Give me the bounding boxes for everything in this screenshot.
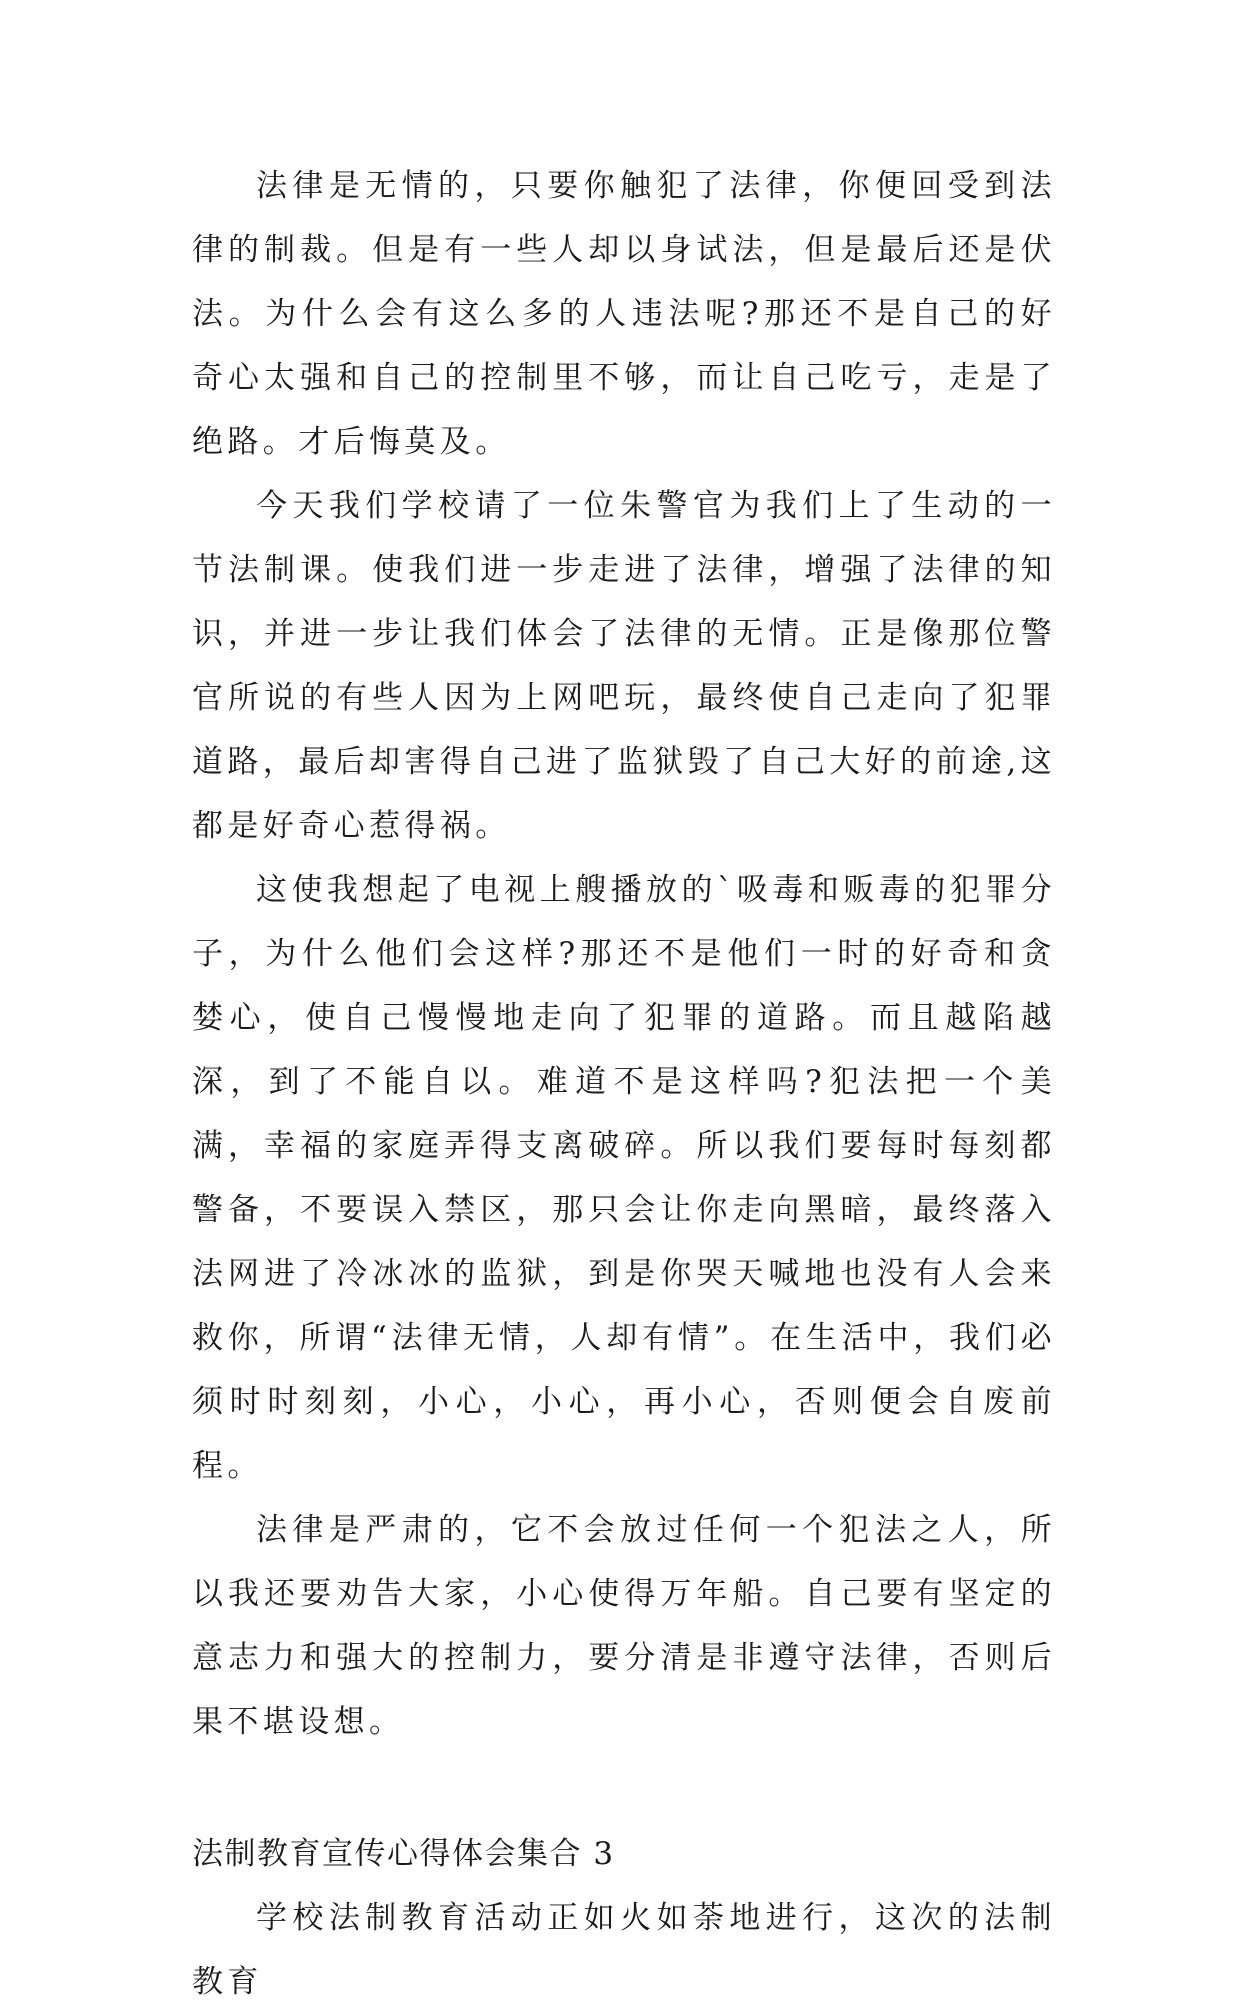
document-body [192, 154, 1056, 2014]
paragraph-4: 法律是严肃的，它不会放过任何一个犯法之人，所以我还要劝告大家，小心使得万年船。自己要有坚定的意志力和强大的控制力，要分清是非遵守法律，否则后果不堪设想。 [192, 1512, 1056, 1740]
paragraph-3: 这使我想起了电视上艘播放的`吸毒和贩毒的犯罪分子，为什么他们会这样?那还不是他们一时的好奇和贪婪心，使自己慢慢地走向了犯罪的道路。而且越陷越深，到了不能自以。难道不是这样吗?犯法把一个美满，幸福的家庭弄得支离破碎。所以我们要每时每刻都警备，不要误入禁区，那只会让你走向黑暗，最终落入法网进了冷冰冰的监狱，到是你哭天喊地也没有人会来救你，所谓“法律无情，人却有情”。在生活中，我们必须时时刻刻，小心，小心，再小心，否则便会自废前程。 [192, 872, 1056, 1484]
section-title: 法制教育宣传心得体会集合 3 [192, 1836, 615, 1872]
paragraph-1: 法律是无情的，只要你触犯了法律，你便回受到法律的制裁。但是有一些人却以身试法，但是最后还是伏法。为什么会有这么多的人违法呢?那还不是自己的好奇心太强和自己的控制里不够，而让自己吃亏，走是了绝路。才后悔莫及。 [192, 168, 1056, 460]
paragraph-5: 学校法制教育活动正如火如荼地进行，这次的法制教育 [192, 1900, 1056, 2000]
paragraph-2: 今天我们学校请了一位朱警官为我们上了生动的一节法制课。使我们进一步走进了法律，增强了法律的知识，并进一步让我们体会了法律的无情。正是像那位警官所说的有些人因为上网吧玩，最终使自己走向了犯罪道路，最后却害得自己进了监狱毁了自己大好的前途,这都是好奇心惹得祸。 [192, 488, 1056, 844]
